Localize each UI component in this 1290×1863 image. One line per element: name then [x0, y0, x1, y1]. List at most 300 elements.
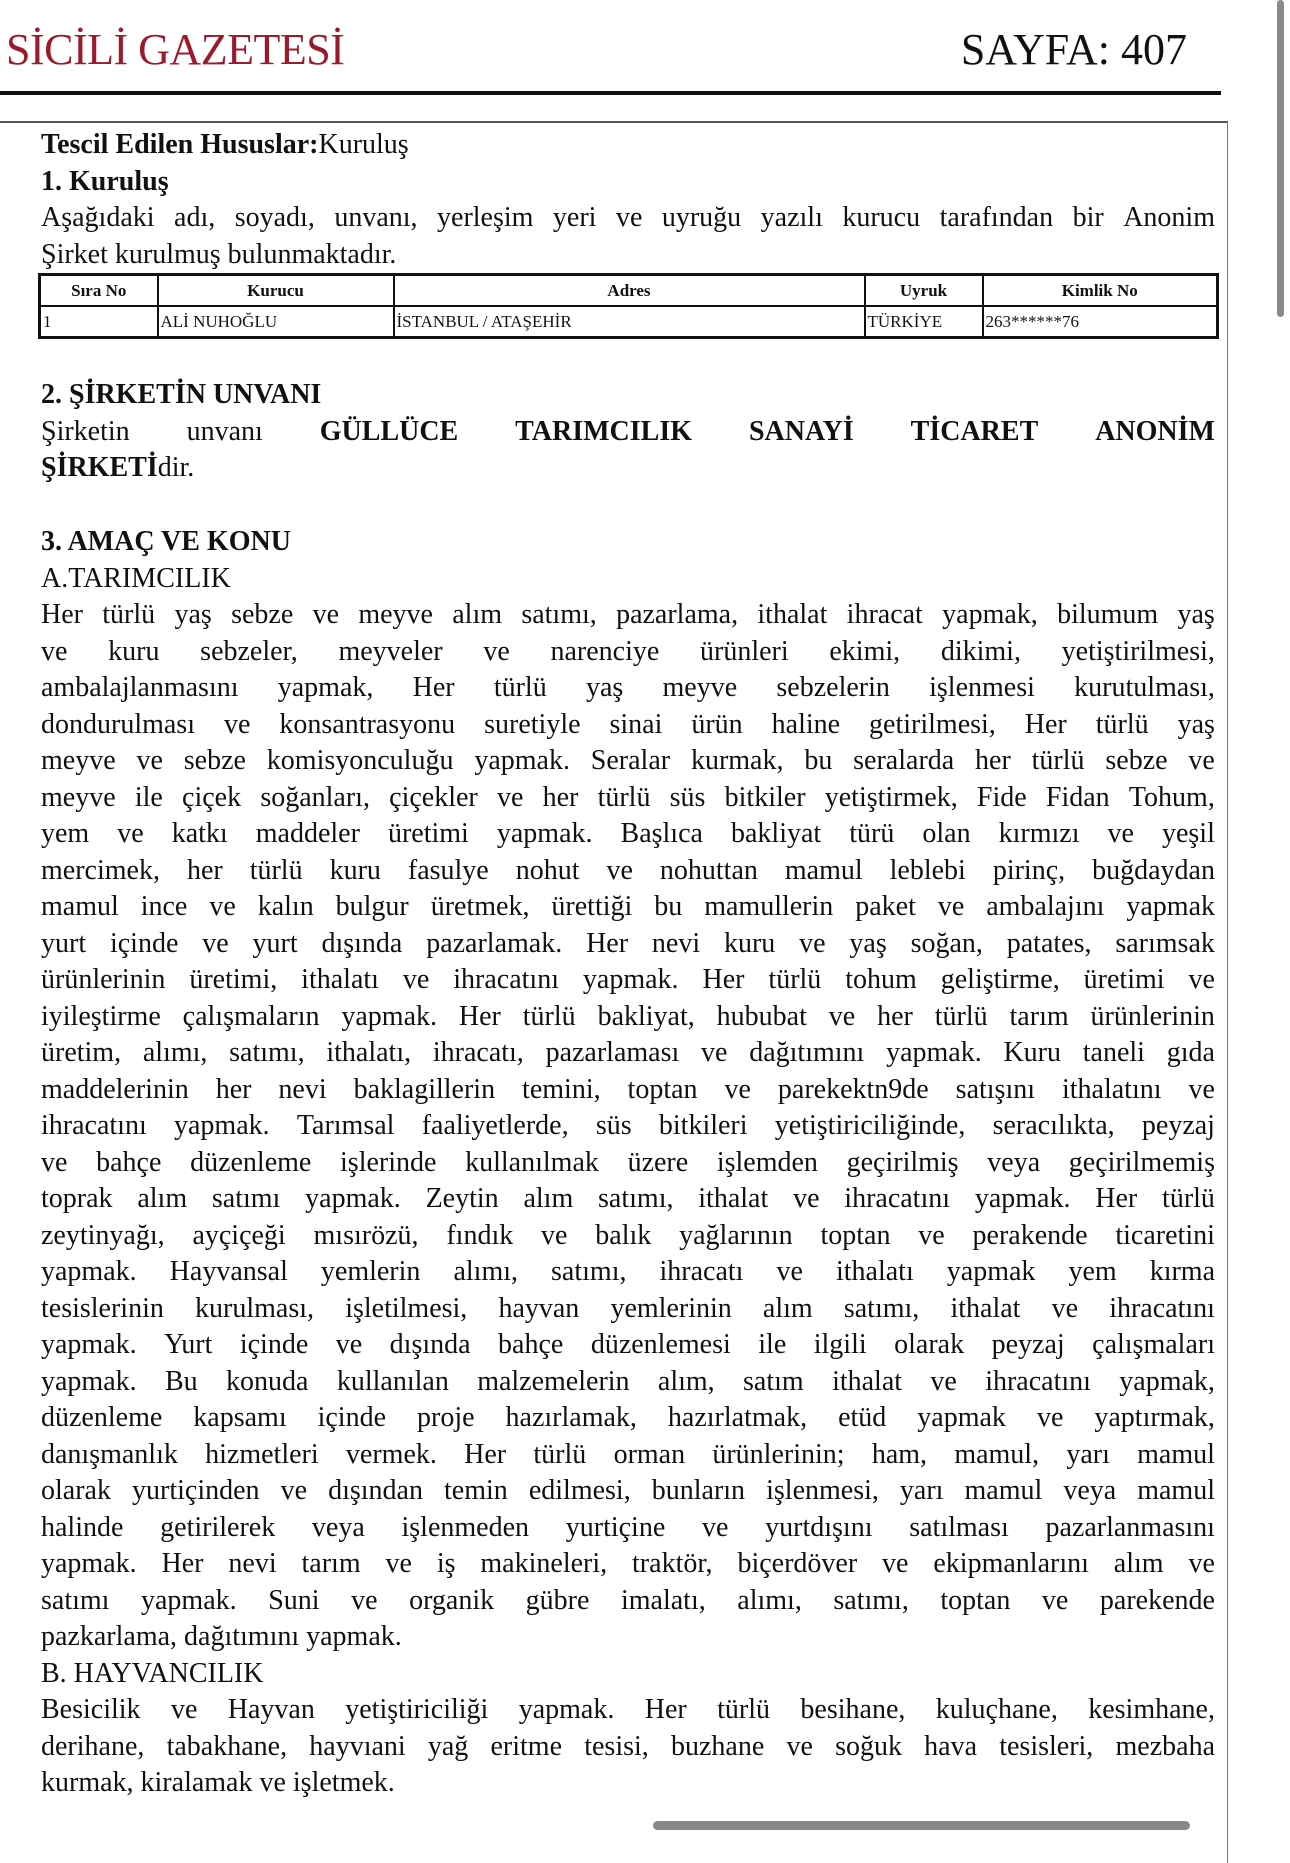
word: seracılıkta,: [992, 1110, 1115, 1141]
text-line: [41, 1437, 1215, 1474]
word: biçerdöver: [737, 1548, 858, 1579]
word: türlü: [1162, 1183, 1215, 1214]
text-line: [41, 1546, 1215, 1583]
word: Tohum,: [1128, 781, 1215, 813]
word: Her: [644, 1694, 687, 1725]
word: yapmak,: [1119, 1365, 1215, 1397]
word: yurtiçinden: [132, 1475, 260, 1506]
word: yapmak: [946, 1256, 1036, 1287]
word: tarafından: [939, 202, 1054, 233]
word: satılması: [909, 1511, 1009, 1543]
word: bunların: [651, 1475, 746, 1506]
word: soğuk: [835, 1730, 902, 1762]
word: ve: [786, 1730, 813, 1762]
word: ambalajını: [986, 891, 1105, 922]
word: kuru: [329, 854, 381, 886]
text-line: [41, 1692, 1215, 1729]
word: ve: [882, 1548, 909, 1579]
word: türlü: [522, 1000, 576, 1032]
word: Zeytin: [425, 1183, 499, 1214]
word: düzenleme: [41, 1402, 163, 1433]
word: Her: [586, 927, 629, 959]
word: ürünlerinin: [41, 964, 166, 995]
word: patates,: [1006, 927, 1092, 959]
word: ithalatını: [1061, 1073, 1162, 1105]
word: faaliyetlerde,: [421, 1110, 569, 1141]
text-line: [41, 962, 1215, 999]
word: süs: [595, 1110, 632, 1141]
word: bahçe: [498, 1329, 564, 1360]
word: kullanılmak: [465, 1146, 599, 1178]
header-rule: [0, 91, 1221, 95]
text-line: [41, 1583, 1215, 1620]
word: Anonim: [1123, 202, 1215, 233]
word: adı,: [174, 202, 216, 233]
word: dağıtımını: [749, 1037, 865, 1068]
word: tabakhane,: [166, 1730, 288, 1762]
word: getirilerek: [160, 1511, 276, 1543]
word: yapmak.: [41, 1329, 137, 1360]
word: mamul: [964, 1475, 1043, 1506]
text-line: [41, 1108, 1215, 1145]
word: edilmesi,: [528, 1475, 631, 1506]
word: ihracatını: [844, 1183, 951, 1214]
word: seralarda: [853, 745, 955, 776]
word: mamul: [1137, 1438, 1215, 1470]
word: mamul: [784, 854, 863, 886]
word: ve: [496, 781, 524, 813]
word: yapmak.: [474, 745, 570, 776]
word: paket: [855, 891, 916, 922]
text-line: [41, 1145, 1215, 1182]
word: ithalat: [950, 1292, 1021, 1324]
word: ürünleri: [700, 635, 789, 667]
word: nevi: [228, 1548, 277, 1579]
word: ve: [1188, 964, 1215, 995]
table-cell: 263******76: [983, 306, 1218, 338]
word: geçirilmemiş: [1068, 1146, 1215, 1178]
word: maddeler: [255, 818, 360, 849]
word: ve: [385, 1548, 412, 1579]
word: fındık: [446, 1219, 514, 1251]
word: yapmak.: [974, 1183, 1071, 1214]
word: getirilmesi,: [869, 708, 996, 740]
text-line: [41, 1181, 1215, 1218]
word: ihracatını: [1109, 1292, 1215, 1324]
word: yetiştiriciliğinde,: [774, 1110, 966, 1141]
word: alım: [523, 1183, 574, 1214]
word: uyruğu: [661, 202, 742, 233]
word: pazarlamak.: [426, 927, 563, 959]
word: mamul,: [954, 1438, 1040, 1470]
word: sarımsak: [1115, 927, 1215, 959]
word: soğanları,: [260, 781, 370, 813]
word: yetiştirmek,: [824, 781, 958, 813]
word: her: [186, 854, 223, 886]
text-line: [41, 597, 1215, 634]
word: işlenmeden: [401, 1511, 530, 1543]
word: etüd: [838, 1402, 887, 1433]
word: Her: [41, 599, 83, 630]
word: toptan: [627, 1073, 698, 1105]
table-header-cell: Uyruk: [865, 275, 983, 307]
word: toptan: [940, 1584, 1011, 1616]
word: ihracatı: [659, 1256, 744, 1287]
word: yapmak.: [496, 818, 593, 849]
word: Her: [412, 672, 455, 703]
word: ihracatını: [985, 1365, 1091, 1397]
word: ve: [209, 891, 236, 922]
word: tesislerinin: [41, 1292, 164, 1324]
word: türlü: [768, 964, 822, 995]
word: olarak: [41, 1475, 111, 1506]
word: yaş: [849, 927, 887, 959]
word: dışından: [328, 1475, 423, 1506]
word: ve: [937, 891, 965, 922]
word: kurulması,: [195, 1292, 315, 1324]
word: geçirilmiş: [846, 1146, 959, 1178]
word: suretiyle: [484, 708, 581, 740]
word: ithalatı,: [326, 1037, 412, 1068]
word: yeşil: [1161, 818, 1215, 849]
word: içinde: [239, 1329, 309, 1360]
table-header-cell: Kurucu: [158, 275, 394, 307]
word: bir: [1072, 202, 1104, 233]
word: ihracatını: [41, 1110, 147, 1141]
table-header-cell: Kimlik No: [983, 275, 1218, 307]
word: yapmak.: [341, 1000, 438, 1032]
word: ve: [1188, 1073, 1215, 1105]
word: yurtiçine: [565, 1511, 666, 1543]
word: yaptırmak,: [1094, 1402, 1215, 1433]
word: Her: [464, 1438, 507, 1470]
word: Kuru: [1003, 1037, 1061, 1068]
word: gıda: [1166, 1037, 1215, 1068]
word: Başlıca: [620, 818, 703, 849]
word: Fidan: [1045, 781, 1110, 813]
word: katkı: [171, 818, 228, 849]
text-line: [41, 1254, 1215, 1291]
word: ve: [1041, 1584, 1069, 1616]
word: üretimi: [387, 818, 469, 849]
word: satımı: [41, 1584, 110, 1616]
word: türlü: [597, 781, 651, 813]
word: meyve: [358, 599, 433, 630]
word: Suni: [268, 1584, 320, 1616]
word: yeri: [552, 202, 597, 233]
word: işlemden: [716, 1146, 818, 1178]
word: yaş: [174, 599, 212, 630]
word: türü: [849, 818, 895, 849]
word: Hayvan: [227, 1694, 315, 1725]
word: yaş: [1177, 599, 1215, 630]
word: veya: [1063, 1475, 1117, 1506]
word: Her: [1095, 1183, 1138, 1214]
company-name-word: TARIMCILIK: [515, 415, 693, 447]
word: geliştirme,: [940, 964, 1060, 995]
word: yem: [1068, 1256, 1117, 1287]
word: ithalat: [757, 599, 828, 630]
word: alım: [762, 1292, 813, 1324]
text-line: [41, 1510, 1215, 1547]
word: yurtdışını: [765, 1511, 873, 1543]
word: ve: [41, 1146, 68, 1178]
word: yapmak.: [582, 964, 679, 995]
word: meyve: [662, 672, 738, 703]
word: türlü: [249, 854, 303, 886]
word: ve: [312, 599, 340, 630]
word: Tarımsal: [296, 1110, 395, 1141]
word: proje: [417, 1402, 475, 1433]
word: pazarlanmasını: [1045, 1511, 1215, 1543]
word: süs: [669, 781, 706, 813]
word: satımı,: [229, 1037, 305, 1068]
company-name-word: ANONİM: [1095, 415, 1215, 447]
word: ve: [170, 1694, 198, 1725]
word: ve: [930, 1365, 957, 1397]
word: düzenleme: [190, 1146, 312, 1178]
word: derihane,: [41, 1730, 145, 1762]
text-line: [41, 1072, 1215, 1109]
word: üretimi: [1083, 964, 1165, 995]
word: yaş: [585, 672, 624, 703]
word: alımı,: [737, 1584, 802, 1616]
vertical-scrollbar[interactable]: [1277, 0, 1284, 317]
word: soğan,: [910, 927, 983, 959]
word: olarak: [894, 1329, 965, 1360]
word: ve: [606, 854, 633, 886]
founders-table: [38, 273, 1219, 339]
word: yetiştirilmesi,: [1061, 635, 1215, 667]
word: çalışmaları: [1092, 1329, 1215, 1360]
text-line: [41, 1327, 1215, 1364]
company-name-word: SANAYİ: [748, 415, 854, 447]
table-cell: 1: [40, 306, 158, 338]
text-line: kurmak, kiralamak ve işletmek.: [41, 1767, 395, 1798]
word: yapmak.: [141, 1584, 237, 1616]
word: yapmak: [917, 1402, 1006, 1433]
word: yetiştiriciliği: [345, 1694, 489, 1725]
word: ürettiği: [551, 891, 633, 922]
company-name-end: ŞİRKETİ: [41, 452, 158, 483]
text-line: [41, 1364, 1215, 1401]
word: yapmak: [1126, 891, 1215, 922]
word: mamul: [1137, 1475, 1215, 1506]
page-number: SAYFA: 407: [960, 25, 1187, 74]
section3-heading: 3. AMAÇ VE KONU: [41, 526, 291, 557]
word: yazılı: [760, 202, 823, 233]
word: kurmak,: [690, 745, 784, 776]
word: kırma: [1149, 1256, 1215, 1287]
word: Her: [702, 964, 745, 995]
registration-value: Kuruluş: [318, 129, 409, 160]
word: üzere: [627, 1146, 689, 1178]
word: halinde: [41, 1511, 124, 1543]
word: yem: [41, 818, 90, 849]
subsection-a-heading: A.TARIMCILIK: [41, 562, 231, 594]
word: yapmak.: [41, 1256, 137, 1287]
word: yapmak.: [518, 1694, 615, 1725]
word: yağlarının: [679, 1219, 793, 1251]
word: ve: [351, 1584, 378, 1616]
word: ve: [117, 818, 144, 849]
word: alım,: [657, 1365, 715, 1397]
word: dışında: [389, 1329, 471, 1360]
word: meyveler: [338, 635, 443, 667]
word: ince: [140, 891, 188, 922]
word: ve: [41, 635, 68, 667]
word: yağ: [427, 1730, 469, 1762]
word: hazırlamak,: [505, 1402, 637, 1433]
word: satım: [743, 1365, 804, 1397]
word: tesisleri,: [999, 1730, 1094, 1762]
word: malzemelerin: [477, 1365, 630, 1397]
word: Her: [458, 1000, 501, 1032]
word: danışmanlık: [41, 1438, 178, 1470]
word: gübre: [525, 1584, 590, 1616]
word: ve: [918, 1219, 945, 1251]
word: pirinç,: [992, 854, 1066, 886]
word: yapmak,: [942, 599, 1038, 630]
text-line: pazkarlama, dağıtımını yapmak.: [41, 1621, 402, 1652]
word: satışını: [955, 1073, 1036, 1105]
word: satımı,: [833, 1584, 909, 1616]
word: bakliyat,: [597, 1000, 695, 1032]
word: ve: [793, 1183, 820, 1214]
table-row: [40, 306, 1218, 338]
word: unvanı,: [334, 202, 418, 233]
word: ithalatı: [301, 964, 379, 995]
word: içinde: [109, 927, 179, 959]
text-line: [41, 1400, 1215, 1437]
text-line: [41, 634, 1215, 671]
word: türlü: [1095, 708, 1149, 740]
word: satımı,: [843, 1292, 920, 1324]
word: peyzaj: [991, 1329, 1065, 1360]
word: konsantrasyonu: [279, 708, 456, 740]
word: meyve: [41, 781, 116, 813]
word: satımı: [211, 1183, 281, 1214]
word: işletilmesi,: [345, 1292, 468, 1324]
word: üretimi,: [189, 964, 278, 995]
horizontal-scrollbar[interactable]: [653, 1821, 1190, 1830]
word: yapmak.: [173, 1110, 270, 1141]
word: hizmetleri: [205, 1438, 319, 1470]
word: yarı: [899, 1475, 944, 1506]
company-name-line: [41, 414, 1215, 451]
text-line: [41, 1729, 1215, 1766]
word: ve: [280, 1475, 308, 1506]
word: çalışmaların: [182, 1000, 320, 1032]
word: kesimhane,: [1088, 1694, 1215, 1725]
table-cell: ALİ NUHOĞLU: [158, 306, 394, 338]
word: sebze: [1105, 745, 1168, 776]
text-line: [41, 999, 1215, 1036]
word: bitkileri: [658, 1110, 748, 1141]
table-cell: TÜRKİYE: [865, 306, 983, 338]
word: ihracat: [846, 599, 923, 630]
word: dikimi,: [940, 635, 1021, 667]
word: ve: [136, 745, 163, 776]
word: nohut: [515, 854, 580, 886]
gazette-title: SİCİLİ GAZETESİ: [6, 25, 345, 74]
text-line: [41, 926, 1215, 963]
word: hazırlatmak,: [667, 1402, 808, 1433]
word: mercimek,: [41, 854, 160, 886]
word: kırmızı: [998, 818, 1080, 849]
word: nevi: [278, 1073, 327, 1105]
section-amac-konu: [41, 524, 1215, 1802]
word: işlenmesi: [929, 672, 1035, 703]
word: ve: [1036, 1402, 1064, 1433]
word: ve: [799, 927, 826, 959]
word: besihane,: [800, 1694, 906, 1725]
word: ambalajlanmasını: [41, 672, 239, 703]
word: bu: [654, 891, 683, 922]
word: ve: [724, 1073, 751, 1105]
word: traktör,: [632, 1548, 713, 1579]
word: ayçiçeği: [192, 1219, 286, 1251]
word: satımı,: [551, 1256, 627, 1287]
word: Her: [1024, 708, 1067, 740]
word: hava: [924, 1730, 978, 1762]
word: kuru: [723, 927, 776, 959]
word: alım: [452, 599, 503, 630]
word: maddelerinin: [41, 1073, 189, 1105]
word: yurt: [41, 927, 87, 959]
word: ve: [701, 1037, 728, 1068]
word: nohuttan: [659, 854, 758, 886]
word: ithalat: [832, 1365, 903, 1397]
word: bilumum: [1057, 599, 1159, 630]
table-header-cell: Adres: [394, 275, 865, 307]
text-line: [41, 889, 1215, 926]
word: yaş: [1177, 708, 1215, 740]
word: hububat: [716, 1000, 807, 1032]
word: eritme: [490, 1730, 563, 1762]
word: ithalatı: [835, 1256, 914, 1287]
section-unvan: [41, 377, 1215, 487]
word: vermek.: [345, 1438, 437, 1470]
word: ithalat: [698, 1183, 769, 1214]
word: narenciye: [550, 635, 660, 667]
word: türlü: [533, 1438, 587, 1470]
table-header-row: [40, 275, 1218, 307]
company-name-word: GÜLLÜCE: [319, 415, 459, 447]
word: Hayvansal: [169, 1256, 288, 1287]
word: ve: [828, 1000, 856, 1032]
word: ve: [1188, 1548, 1215, 1579]
word: her: [542, 781, 579, 813]
word: yarı: [1066, 1438, 1110, 1470]
word: alım: [137, 1183, 188, 1214]
word: pazarlama,: [616, 599, 739, 630]
word: ürünlerinin: [1090, 1000, 1215, 1032]
word: mezbaha: [1115, 1730, 1215, 1762]
word: bahçe: [96, 1146, 162, 1178]
word: taneli: [1082, 1037, 1145, 1068]
word: kalın: [257, 891, 314, 922]
word: türlü: [1031, 745, 1085, 776]
word: zeytinyağı,: [41, 1219, 165, 1251]
word: pazarlaması: [545, 1037, 680, 1068]
word: Besicilik: [41, 1694, 141, 1725]
word: ile: [134, 781, 163, 813]
word: her: [975, 745, 1011, 776]
word: ihracatını: [453, 964, 559, 995]
word: yapmak.: [886, 1037, 982, 1068]
word: ekipmanlarını: [933, 1548, 1089, 1579]
